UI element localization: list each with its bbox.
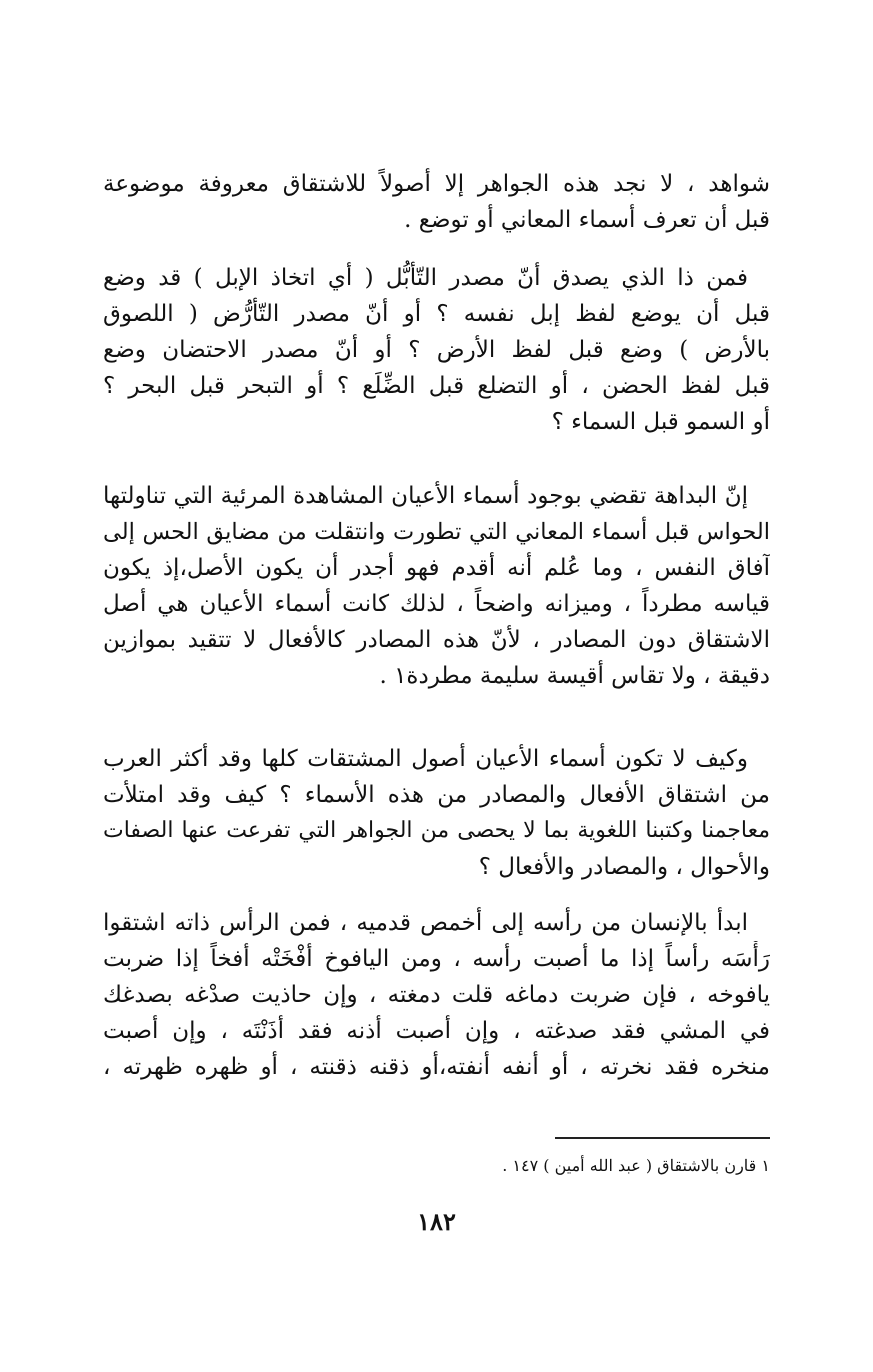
paragraph-3 [103, 478, 770, 694]
footnote: ١ قارن بالاشتقاق ( عبد الله أمين ) ١٤٧ . [502, 1156, 770, 1175]
text-line: ابدأ بالإنسان من رأسه إلى أخمص قدميه ، فمن الرأس ذاته اشتقوا [103, 910, 748, 936]
text-line: وكيف لا تكون أسماء الأعيان أصول المشتقات كلها وقد أكثر العرب [103, 746, 748, 772]
text-line: آفاق النفس ، وما عُلم أنه أقدم فهو أجدر أن يكون الأصل،إذ يكون [103, 555, 770, 581]
text-line: رَأْسَه رأساً إذا ما أصبت رأسه ، ومن اليافوخ أفْخَتْه أفخاً إذا ضربت [103, 946, 770, 972]
text-line: قبل لفظ الحضن ، أو التضلع قبل الضِّلَع ؟ أو التبحر قبل البحر ؟ [103, 373, 770, 399]
text-line: بالأرض ) وضع قبل لفظ الأرض ؟ أو أنّ مصدر الاحتضان وضع [103, 337, 770, 363]
text-line: شواهد ، لا نجد هذه الجواهر إلا أصولاً للاشتقاق معروفة موضوعة [103, 171, 770, 197]
text-line: من اشتقاق الأفعال والمصادر من هذه الأسماء ؟ كيف وقد امتلأت [103, 782, 770, 808]
text-line: قبل أن تعرف أسماء المعاني أو توضع . [404, 207, 770, 233]
text-line: الاشتقاق دون المصادر ، لأنّ هذه المصادر كالأفعال لا تتقيد بموازين [103, 627, 770, 653]
page-number: ١٨٢ [417, 1207, 456, 1236]
paragraph-4 [103, 741, 770, 885]
paragraph-2 [103, 260, 770, 440]
text-line: منخره فقد نخرته ، أو أنفه أنفته،أو ذقنه ذقنته ، أو ظهره ظهرته ، [103, 1054, 770, 1080]
text-line: قبل أن يوضع لفظ إبل نفسه ؟ أو أنّ مصدر التّأرُّض ( اللصوق [103, 301, 770, 327]
text-line: قياسه مطرداً ، وميزانه واضحاً ، لذلك كانت أسماء الأعيان هي أصل [103, 591, 770, 617]
text-line: فمن ذا الذي يصدق أنّ مصدر التّأبُّل ( أي اتخاذ الإبل ) قد وضع [103, 265, 748, 291]
paragraph-5 [103, 905, 770, 1085]
text-line: معاجمنا وكتبنا اللغوية بما لا يحصى من الجواهر التي تفرعت عنها الصفات [103, 818, 770, 843]
text-line: يافوخه ، فإن ضربت دماغه قلت دمغته ، وإن حاذيت صدْغه بصدغك [103, 982, 770, 1008]
text-line: إنّ البداهة تقضي بوجود أسماء الأعيان المشاهدة المرئية التي تناولتها [103, 483, 748, 509]
text-line: في المشي فقد صدغته ، وإن أصبت أذنه فقد أذَنْتَه ، وإن أصبت [103, 1018, 770, 1044]
text-line: دقيقة ، ولا تقاس أقيسة سليمة مطردة١ . [379, 663, 770, 689]
paragraph-1 [103, 166, 770, 238]
footnote-divider [555, 1137, 770, 1139]
text-line: أو السمو قبل السماء ؟ [551, 409, 770, 435]
text-line: الحواس قبل أسماء المعاني التي تطورت وانتقلت من مضايق الحس إلى [103, 519, 770, 545]
text-line: والأحوال ، والمصادر والأفعال ؟ [478, 854, 770, 880]
